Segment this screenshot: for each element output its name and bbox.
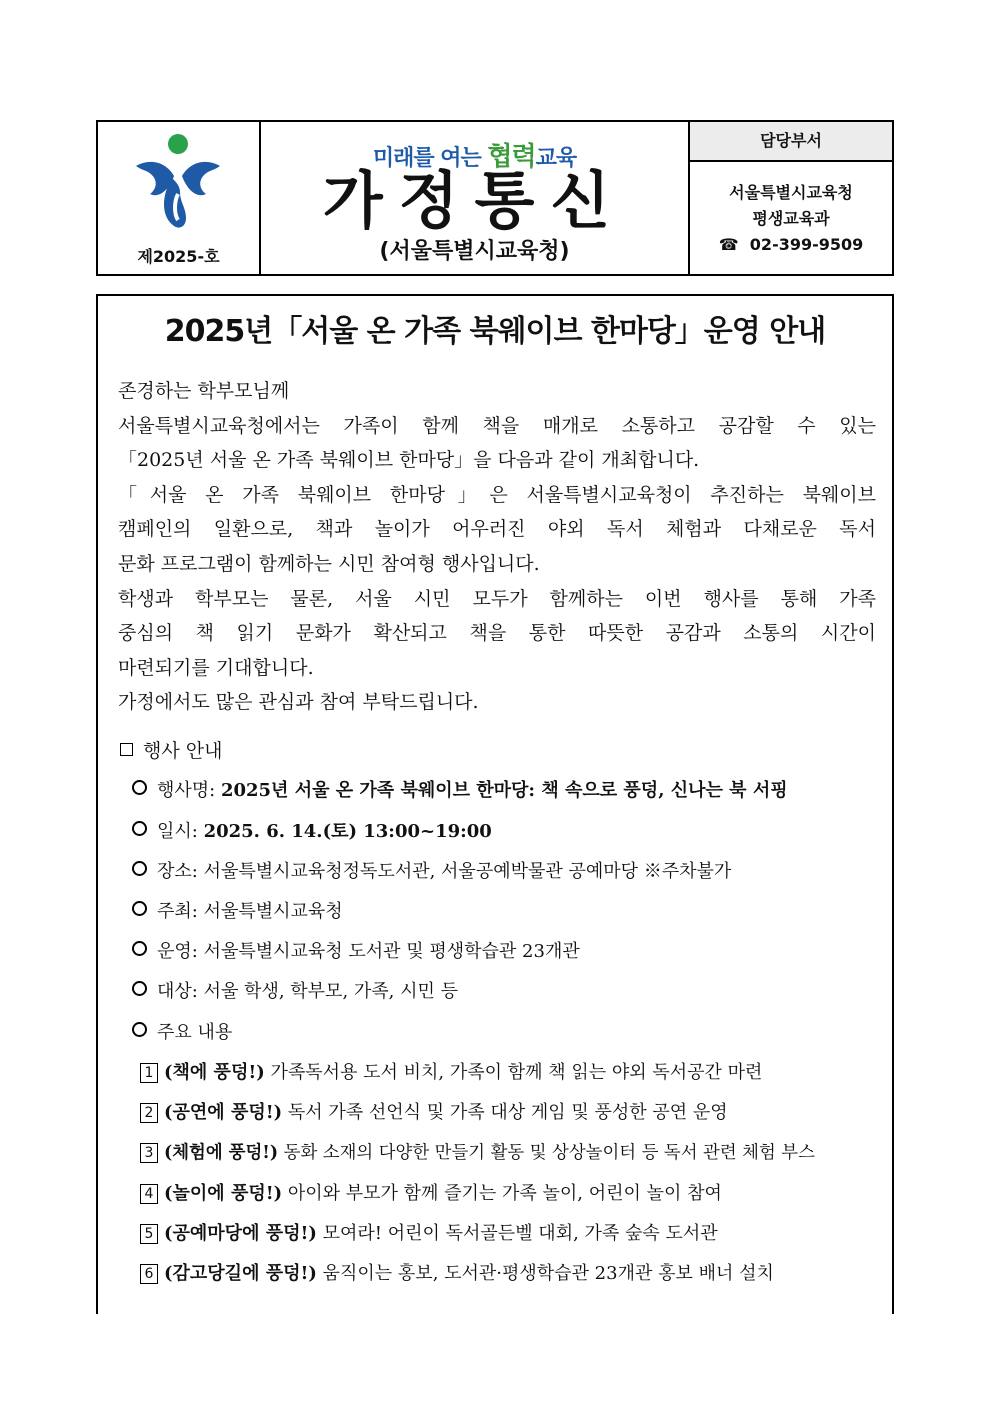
phone-number: 02-399-9509	[749, 235, 864, 254]
number-box: 3	[140, 1143, 158, 1163]
content-item-title: (책에 풍덩!)	[164, 1062, 265, 1083]
item-label: 일시:	[157, 821, 204, 842]
section-heading	[120, 736, 222, 763]
paragraph-line: 캠페인의 일환으로, 책과 놀이가 어우러진 야외 독서 체험과 다채로운 독서	[118, 518, 876, 541]
letter-header	[96, 120, 894, 276]
content-item-text: 모여라! 어린이 독서골든벨 대회, 가족 숲속 도서관	[316, 1223, 718, 1244]
paragraph-line: 가정에서도 많은 관심과 참여 부탁드립니다.	[118, 691, 479, 714]
content-item	[140, 1058, 762, 1084]
content-item-title: (체험에 풍덩!)	[164, 1143, 279, 1163]
item-value: 서울 학생, 학부모, 가족, 시민 등	[203, 981, 458, 1002]
paragraph-line: 문화 프로그램이 함께하는 시민 참여형 행사입니다.	[118, 552, 540, 575]
content-item-text: 가족독서용 도서 비치, 가족이 함께 책 읽는 야외 독서공간 마련	[264, 1062, 763, 1083]
number-box: 1	[140, 1063, 158, 1083]
event-item	[132, 937, 580, 963]
item-value: 2025. 6. 14.(토) 13:00~19:00	[203, 821, 492, 842]
paragraph-line: 학생과 학부모는 물론, 서울 시민 모두가 함께하는 이번 행사를 통해 가족	[118, 587, 876, 610]
circle-bullet-icon	[132, 861, 147, 876]
item-value: 서울특별시교육청	[203, 901, 343, 922]
circle-bullet-icon	[132, 780, 147, 795]
content-item-text: 움직이는 홍보, 도서관·평생학습관 23개관 홍보 배너 설치	[316, 1263, 774, 1284]
content-item	[140, 1259, 774, 1285]
slogan-highlight: 협력	[487, 142, 536, 172]
item-label: 장소:	[157, 861, 204, 882]
circle-bullet-icon	[132, 1022, 147, 1037]
section-title: 행사 안내	[143, 740, 223, 762]
department-org: 서울특별시교육청	[729, 183, 853, 202]
title-cell	[261, 122, 690, 274]
circle-bullet-icon	[132, 981, 147, 996]
content-item-title: (놀이에 풍덩!)	[164, 1183, 283, 1204]
content-item	[140, 1098, 728, 1124]
newsletter-title: 가정통신	[322, 164, 627, 237]
content-item	[140, 1138, 815, 1163]
issue-number: 제2025-호	[137, 247, 220, 266]
event-item	[132, 977, 458, 1003]
content-item-title: (공예마당에 풍덩!)	[164, 1223, 317, 1244]
department-label: 담당부서	[690, 122, 892, 162]
number-box: 2	[140, 1103, 158, 1123]
content-item	[140, 1219, 718, 1245]
circle-bullet-icon	[132, 901, 147, 916]
intro-text	[118, 374, 876, 720]
square-bullet-icon	[120, 743, 133, 756]
event-item	[132, 857, 731, 883]
item-value: 2025년 서울 온 가족 북웨이브 한마당: 책 속으로 풍덩, 신나는 북 서핑	[220, 780, 788, 801]
paragraph-line: 존경하는 학부모님께	[118, 380, 290, 402]
content-item-text: 아이와 부모가 함께 즐기는 가족 놀이, 어린이 놀이 참여	[282, 1183, 722, 1204]
item-label: 운영:	[157, 941, 204, 962]
paragraph-line: 「서울 온 가족 북웨이브 한마당」은 서울특별시교육청이 추진하는 북웨이브	[118, 483, 876, 506]
department-cell	[690, 122, 892, 274]
circle-bullet-icon	[132, 821, 147, 836]
item-label: 행사명:	[157, 780, 221, 801]
content-item-title: (감고당길에 풍덩!)	[164, 1263, 317, 1284]
content-item	[140, 1179, 722, 1205]
item-label: 주요 내용	[157, 1022, 233, 1043]
event-item	[132, 776, 788, 802]
event-item	[132, 817, 492, 843]
event-item	[132, 1018, 232, 1044]
slogan-part: 교육	[535, 146, 577, 171]
document-title: 2025년「서울 온 가족 북웨이브 한마당」운영 안내	[164, 314, 826, 349]
event-item	[132, 897, 343, 923]
phone-icon: ☎	[718, 235, 739, 254]
paragraph-line: 중심의 책 읽기 문화가 확산되고 책을 통한 따뜻한 공감과 소통의 시간이	[118, 622, 876, 645]
department-team: 평생교육과	[752, 209, 830, 228]
item-value: 서울특별시교육청 도서관 및 평생학습관 23개관	[203, 941, 580, 962]
paragraph-line: 서울특별시교육청에서는 가족이 함께 책을 매개로 소통하고 공감할 수 있는	[118, 414, 876, 437]
department-info	[690, 162, 892, 258]
circle-bullet-icon	[132, 941, 147, 956]
item-value: 서울특별시교육청정독도서관, 서울공예박물관 공예마당 ※주차불가	[203, 861, 732, 882]
item-label: 대상:	[157, 981, 204, 1002]
department-phone	[690, 232, 892, 258]
newsletter-subtitle: (서울특별시교육청)	[379, 239, 570, 264]
logo-cell	[98, 122, 261, 274]
number-box: 4	[140, 1184, 158, 1204]
paragraph-line: 마련되기를 기대합니다.	[118, 656, 314, 679]
number-box: 6	[140, 1264, 158, 1284]
content-item-text: 독서 가족 선언식 및 가족 대상 게임 및 풍성한 공연 운영	[282, 1102, 728, 1123]
content-item-text: 동화 소재의 다양한 만들기 활동 및 상상놀이터 등 독서 관련 체험 부스	[278, 1143, 815, 1163]
slogan-part: 미래를 여는	[372, 146, 488, 171]
seoul-education-logo	[128, 132, 228, 232]
paragraph-line: 「2025년 서울 온 가족 북웨이브 한마당」을 다음과 같이 개최합니다.	[118, 449, 700, 472]
document-body	[96, 294, 894, 1314]
item-label: 주최:	[157, 901, 204, 922]
content-item-title: (공연에 풍덩!)	[164, 1102, 283, 1123]
number-box: 5	[140, 1224, 158, 1244]
